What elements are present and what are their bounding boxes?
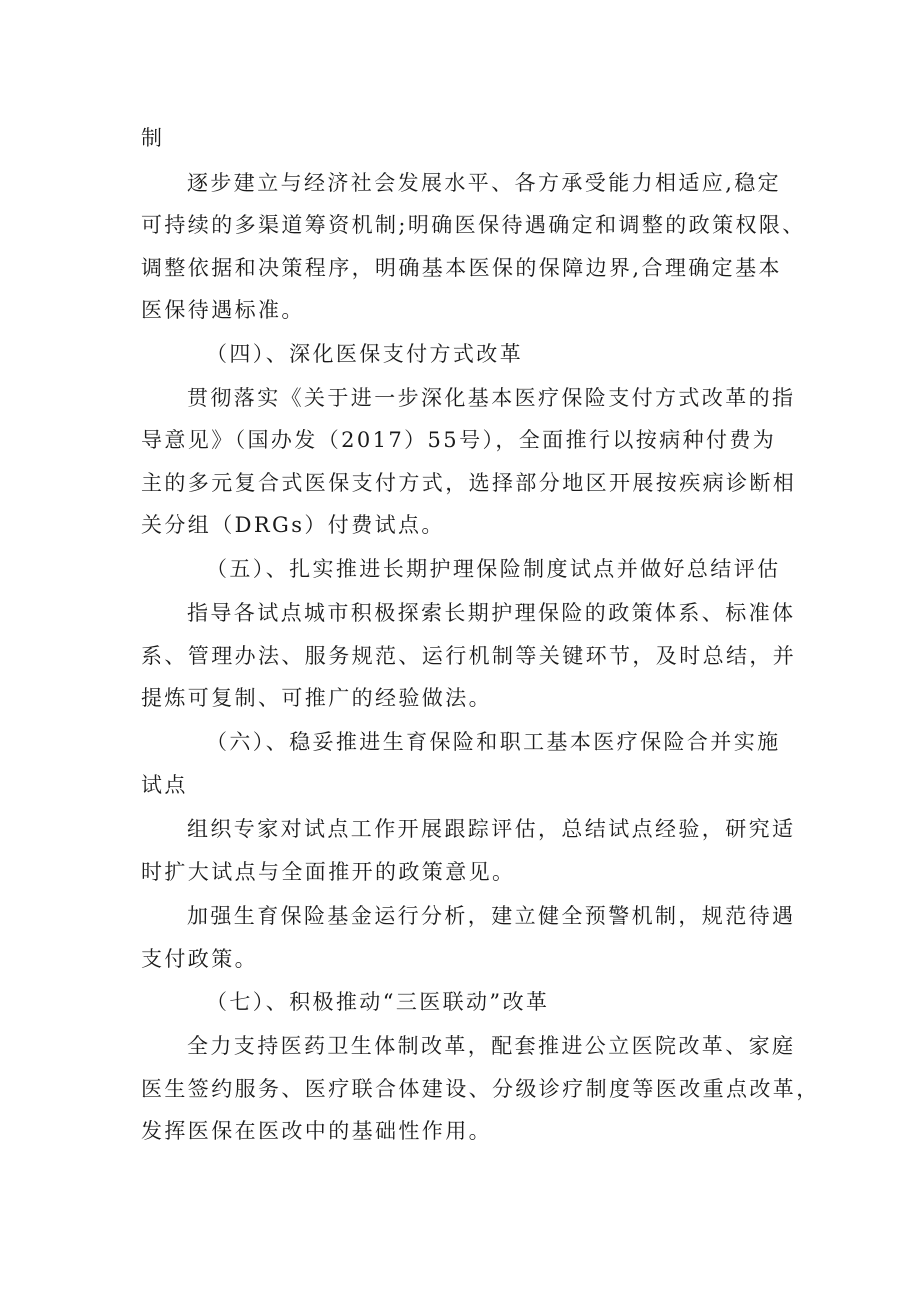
paragraph-line: 医生签约服务、医疗联合体建设、分级诊疗制度等医改重点改革， [141, 1077, 820, 1101]
section-heading: （五）、扎实推进长期护理保险制度试点并做好总结评估 [206, 557, 781, 581]
paragraph-line: 贯彻落实《关于进一步深化基本医疗保险支付方式改革的指 [187, 386, 796, 410]
section-heading: （四）、深化医保支付方式改革 [206, 342, 524, 366]
paragraph-line: 系、管理办法、服务规范、运行机制等关键环节，及时总结，并 [141, 644, 797, 668]
paragraph-line: 调整依据和决策程序，明确基本医保的保障边界,合理确定基本 [141, 256, 782, 280]
paragraph-line: 导意见》（国办发（2017）55号），全面推行以按病种付费为 [141, 428, 777, 452]
paragraph-line: 全力支持医药卫生体制改革，配套推进公立医院改革、家庭 [187, 1034, 796, 1058]
paragraph-line: 组织专家对试点工作开展跟踪评估，总结试点经验，研究适 [187, 817, 796, 841]
paragraph-line: 时扩大试点与全面推开的政策意见。 [141, 860, 516, 884]
paragraph-line: 可持续的多渠道筹资机制;明确医保待遇确定和调整的政策权限、 [141, 213, 806, 237]
paragraph-line: 提炼可复制、可推广的经验做法。 [141, 686, 492, 710]
paragraph-line: 医保待遇标准。 [141, 298, 305, 322]
section-heading: （七）、积极推动“三医联动”改革 [206, 990, 550, 1014]
section-heading: （六）、稳妥推进生育保险和职工基本医疗保险合并实施 [206, 730, 781, 754]
paragraph-line: 主的多元复合式医保支付方式，选择部分地区开展按疾病诊断相 [141, 471, 797, 495]
paragraph-line: 指导各试点城市积极探索长期护理保险的政策体系、标准体 [187, 601, 796, 625]
text-line: 制 [141, 126, 165, 150]
paragraph-line: 逐步建立与经济社会发展水平、各方承受能力相适应,稳定 [187, 171, 782, 195]
section-heading-continued: 试点 [141, 773, 188, 797]
paragraph-line: 关分组（DRGs）付费试点。 [141, 513, 445, 537]
paragraph-line: 加强生育保险基金运行分析，建立健全预警机制，规范待遇 [187, 904, 796, 928]
paragraph-line: 支付政策。 [141, 947, 258, 971]
paragraph-line: 发挥医保在医改中的基础性作用。 [141, 1119, 492, 1143]
